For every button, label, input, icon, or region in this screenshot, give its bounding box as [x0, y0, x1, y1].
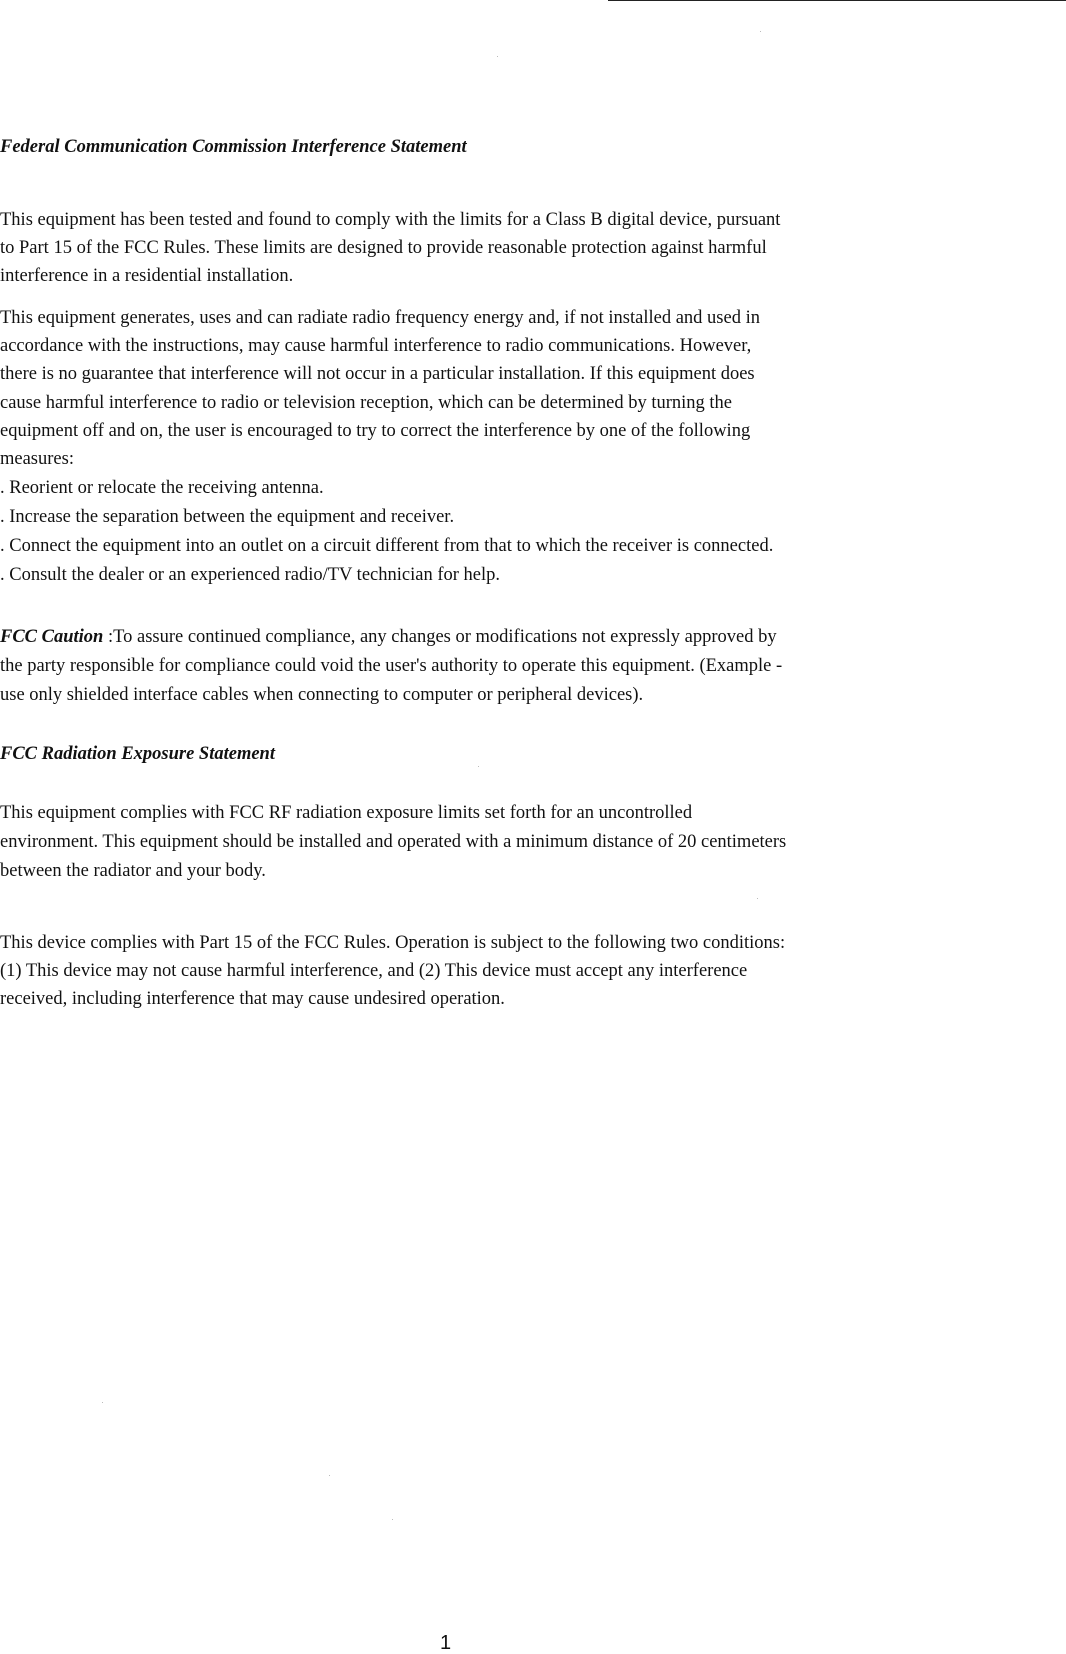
- caution-line: use only shielded interface cables when connecting to computer or peripheral devices).: [0, 685, 644, 705]
- paragraph-line: interference in a residential installation.: [0, 266, 294, 286]
- scan-speck: [329, 1475, 330, 1476]
- paragraph-line: cause harmful interference to radio or television reception, which can be determined by turning the: [0, 393, 733, 413]
- scan-speck: [478, 766, 479, 767]
- heading-fcc-interference: Federal Communication Commission Interference Statement: [0, 137, 467, 157]
- paragraph-line: equipment off and on, the user is encouraged to try to correct the interference by one of the following: [0, 421, 751, 441]
- page-number: 1: [440, 1632, 452, 1654]
- scan-speck: [392, 1519, 393, 1520]
- scan-speck: [102, 1402, 103, 1403]
- paragraph-line: This equipment generates, uses and can radiate radio frequency energy and, if not installed and used in: [0, 308, 760, 328]
- paragraph-line: between the radiator and your body.: [0, 861, 266, 881]
- scan-speck: [757, 898, 758, 899]
- measure-item: . Connect the equipment into an outlet on a circuit different from that to which the receiver is connected.: [0, 536, 774, 556]
- scan-speck: [497, 56, 498, 57]
- measure-item: . Increase the separation between the equipment and receiver.: [0, 507, 455, 527]
- caution-label: FCC Caution: [0, 627, 104, 647]
- scan-speck: [760, 31, 761, 32]
- paragraph-line: received, including interference that may cause undesired operation.: [0, 989, 505, 1009]
- paragraph-line: measures:: [0, 449, 74, 469]
- paragraph-line: This device complies with Part 15 of the FCC Rules. Operation is subject to the following two conditions:: [0, 933, 786, 953]
- caution-line: the party responsible for compliance could void the user's authority to operate this equipment. (Example -: [0, 656, 783, 676]
- heading-radiation: FCC Radiation Exposure Statement: [0, 744, 275, 764]
- caution-text: :To assure continued compliance, any changes or modifications not expressly approved by: [103, 627, 777, 647]
- paragraph-line: there is no guarantee that interference will not occur in a particular installation. If this equipment does: [0, 364, 755, 384]
- measure-item: . Reorient or relocate the receiving antenna.: [0, 478, 324, 498]
- paragraph-line: This equipment has been tested and found to comply with the limits for a Class B digital device, pursuant: [0, 210, 781, 230]
- caution-line: [0, 626, 777, 648]
- paragraph-line: This equipment complies with FCC RF radiation exposure limits set forth for an uncontrolled: [0, 803, 693, 823]
- paragraph-line: environment. This equipment should be installed and operated with a minimum distance of 20 centimeters: [0, 832, 787, 852]
- paragraph-line: (1) This device may not cause harmful interference, and (2) This device must accept any interference: [0, 961, 748, 981]
- measure-item: . Consult the dealer or an experienced radio/TV technician for help.: [0, 565, 500, 585]
- paragraph-line: to Part 15 of the FCC Rules. These limits are designed to provide reasonable protection against harmful: [0, 238, 767, 258]
- paragraph-line: accordance with the instructions, may cause harmful interference to radio communications. However,: [0, 336, 752, 356]
